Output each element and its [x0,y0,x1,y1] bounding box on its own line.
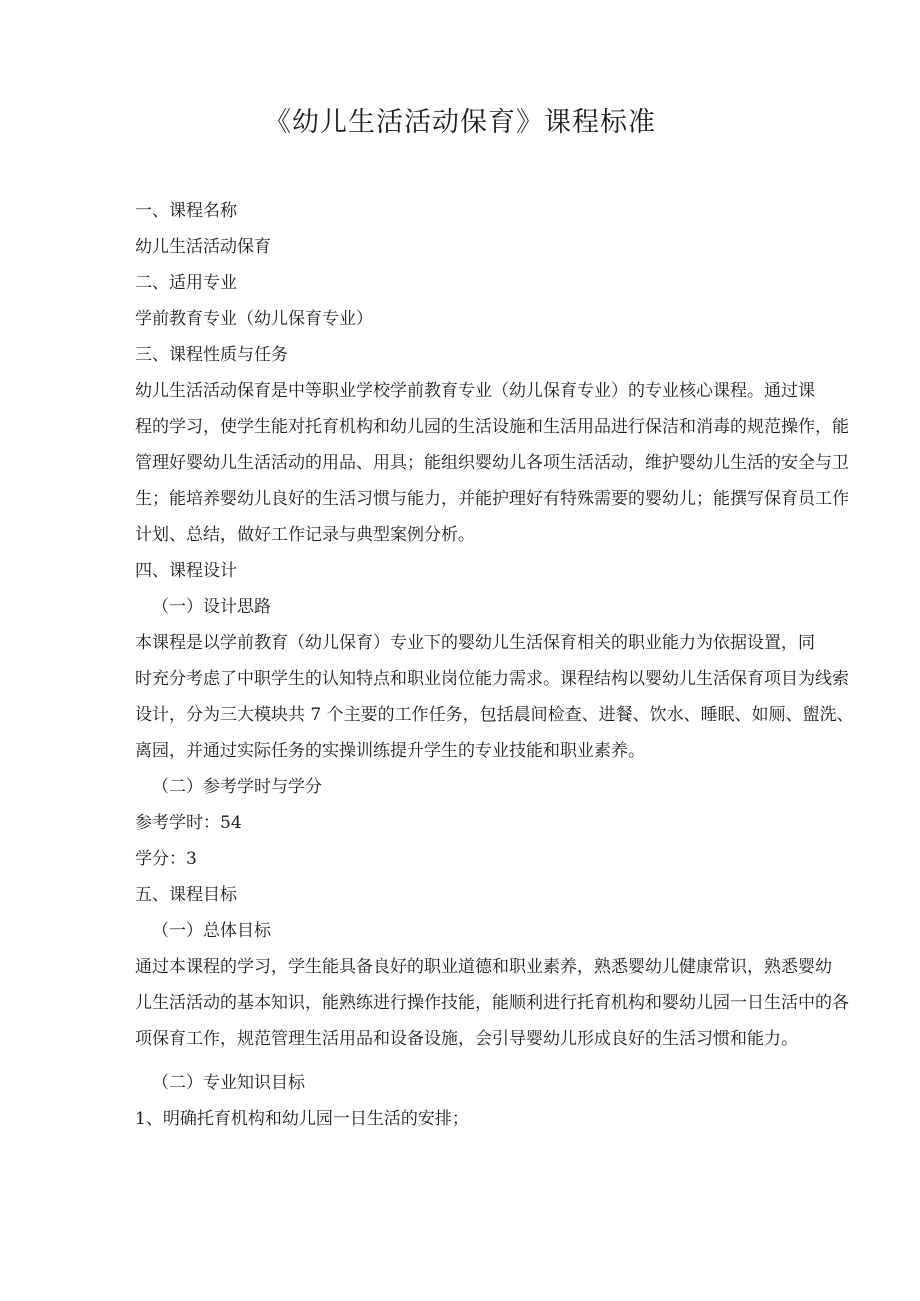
paragraph-line: 项保育工作，规范管理生活用品和设备设施，会引导婴幼儿形成良好的生活习惯和能力。 [135,1029,798,1049]
paragraph-line: 幼儿生活活动保育是中等职业学校学前教育专业（幼儿保育专业）的专业核心课程。通过课 [135,381,815,401]
subheading-design-idea: （一）设计思路 [152,597,271,617]
section-heading-course-goals: 五、课程目标 [135,885,237,905]
reference-hours: 参考学时：54 [135,813,242,833]
design-idea-paragraph [135,625,854,769]
paragraph-line: 计划、总结，做好工作记录与典型案例分析。 [135,525,475,545]
paragraph-line: 本课程是以学前教育（幼儿保育）专业下的婴幼儿生活保育相关的职业能力为依据设置，同 [135,633,815,653]
course-name-text: 幼儿生活活动保育 [135,237,271,257]
paragraph-line: 生；能培养婴幼儿良好的生活习惯与能力，并能护理好有特殊需要的婴幼儿；能撰写保育员工作 [135,489,849,509]
overall-goal-paragraph [135,949,849,1057]
paragraph-line: 程的学习，使学生能对托育机构和幼儿园的生活设施和生活用品进行保洁和消毒的规范操作，能 [135,417,849,437]
section-heading-course-name: 一、课程名称 [135,201,237,221]
credits: 学分：3 [135,849,197,869]
paragraph-line: 儿生活活动的基本知识，能熟练进行操作技能，能顺利进行托育机构和婴幼儿园一日生活中的各 [135,993,849,1013]
paragraph-line: 管理好婴幼儿生活活动的用品、用具；能组织婴幼儿各项生活活动，维护婴幼儿生活的安全与卫 [135,453,849,473]
paragraph-line: 设计，分为三大模块共 7 个主要的工作任务，包括晨间检查、进餐、饮水、睡眠、如厕、盥洗、 [135,705,854,725]
section-heading-nature-tasks: 三、课程性质与任务 [135,345,288,365]
paragraph-line: 通过本课程的学习，学生能具备良好的职业道德和职业素养，熟悉婴幼儿健康常识，熟悉婴幼 [135,957,832,977]
subheading-knowledge-goal: （二）专业知识目标 [152,1073,305,1093]
subheading-overall-goal: （一）总体目标 [152,921,271,941]
paragraph-line: 时充分考虑了中职学生的认知特点和职业岗位能力需求。课程结构以婴幼儿生活保育项目为线索 [135,669,849,689]
section-heading-course-design: 四、课程设计 [135,561,237,581]
nature-tasks-paragraph [135,373,849,553]
major-text: 学前教育专业（幼儿保育专业） [135,309,373,329]
document-body [135,193,854,1137]
paragraph-line: 离园，并通过实际任务的实操训练提升学生的专业技能和职业素养。 [135,741,645,761]
subheading-hours-credits: （二）参考学时与学分 [152,777,322,797]
knowledge-goal-item-1: 1、明确托育机构和幼儿园一日生活的安排； [135,1109,469,1129]
section-heading-major: 二、适用专业 [135,273,237,293]
spacer [135,1057,825,1065]
document-title: 《幼儿生活活动保育》课程标准 [264,107,656,138]
